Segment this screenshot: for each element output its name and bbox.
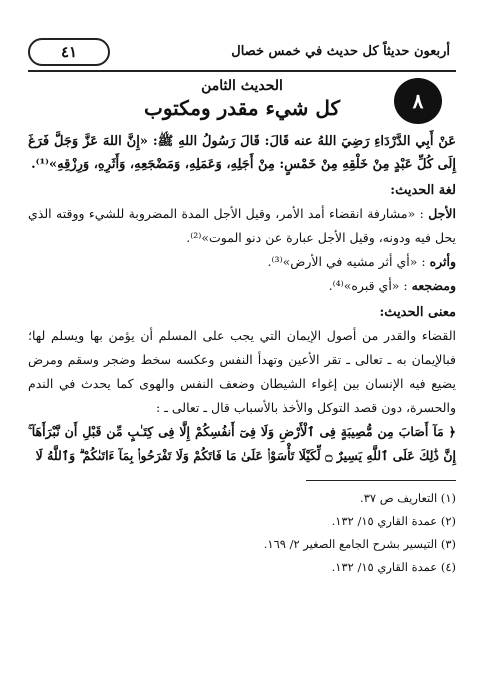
hadith-heading <box>28 78 456 130</box>
definition-ajal-text: : «مشارفة انقضاء أمد الأمر، وقيل الأجل المدة المضروبة للشيء ووقته الذي يحل فيه ودونه، وقيل الأجل عبارة عن دنو الموت»⁽²⁾. <box>28 206 456 245</box>
term-ajal: الأجل <box>428 206 456 221</box>
footnote-item: (٣) التيسير بشرح الجامع الصغير ٢/ ١٦٩. <box>263 537 456 551</box>
footnote-item: (١) التعاريف ص ٣٧. <box>360 491 456 505</box>
footnote-item: (٢) عمدة القاري ١٥/ ١٣٢. <box>331 514 456 528</box>
definition-athar-text: : «أي أثر مشيه في الأرض»⁽³⁾. <box>267 254 426 269</box>
footnote-separator <box>306 480 456 481</box>
definition-madjaa <box>28 274 456 298</box>
term-madjaa: ومضجعه <box>411 278 456 293</box>
hadith-ordinal: الحديث الثامن <box>201 78 283 94</box>
hadith-number-badge: ٨ <box>394 78 442 124</box>
running-title: أربعون حديثاً كل حديث في خمس خصال <box>231 44 450 59</box>
footnote-item: (٤) عمدة القاري ١٥/ ١٣٢. <box>331 560 456 574</box>
page-number: ٤١ <box>28 38 110 66</box>
footnotes-list <box>28 487 456 579</box>
meaning-section-title: معنى الحديث: <box>379 305 456 320</box>
hadith-text: عَنْ أَبِي الدَّرْدَاءِ رَضِيَ اللهُ عنه قَالَ: قَالَ رَسُولُ اللهِ ﷺ: «إِنَّ اللهَ عَزَّ وَجَلَّ فَرَغَ إِلَى كُلِّ عَبْدٍ مِنْ خَلْقِهِ مِنْ خَمْسٍ: مِنْ أَجَلِهِ، وَعَمَلِهِ، وَمَضْجَعِهِ، وَأَثَرِهِ، وَرِزْقِهِ»⁽¹⁾. <box>28 134 456 172</box>
definition-athar <box>28 250 456 274</box>
term-athar: وأثره <box>429 254 456 269</box>
definition-ajal <box>28 202 456 250</box>
definition-madjaa-text: : «أي قبره»⁽⁴⁾. <box>328 278 408 293</box>
quran-verse: ﴿ مَآ أَصَابَ مِن مُّصِيبَةٍ فِى ٱلْأَرْضِ وَلَا فِىٓ أَنفُسِكُمْ إِلَّا فِى كِتَـٰبٍ مِّن قَبْلِ أَن نَّبْرَأَهَآ ۚ إِنَّ ذَٰلِكَ عَلَى ٱللَّهِ يَسِيرٌ ۝ لِّكَيْلَا تَأْسَوْا۟ عَلَىٰ مَا فَاتَكُمْ وَلَا تَفْرَحُوا۟ بِمَآ ءَاتَىٰكُمْ ۗ وَٱللَّهُ لَا <box>28 424 456 463</box>
hadith-title: كل شيء مقدر ومكتوب <box>144 96 340 120</box>
book-page <box>28 34 456 683</box>
language-section-title: لغة الحديث: <box>390 183 456 198</box>
meaning-paragraph: القضاء والقدر من أصول الإيمان التي يجب على المسلم أن يؤمن بها ويسلم لها؛ فبالإيمان به ـ تعالى ـ تقر الأعين وتهدأ النفس وعكسه سخط وضجر وسقم ومرض يضيع فيه الإنسان بين إغواء الشيطان وضعف النفس والهوى كما يحدث في الندم والحسرة، دون قصد التوكل والأخذ بالأسباب قال ـ تعالى ـ : <box>28 328 456 415</box>
page-header <box>28 34 456 72</box>
